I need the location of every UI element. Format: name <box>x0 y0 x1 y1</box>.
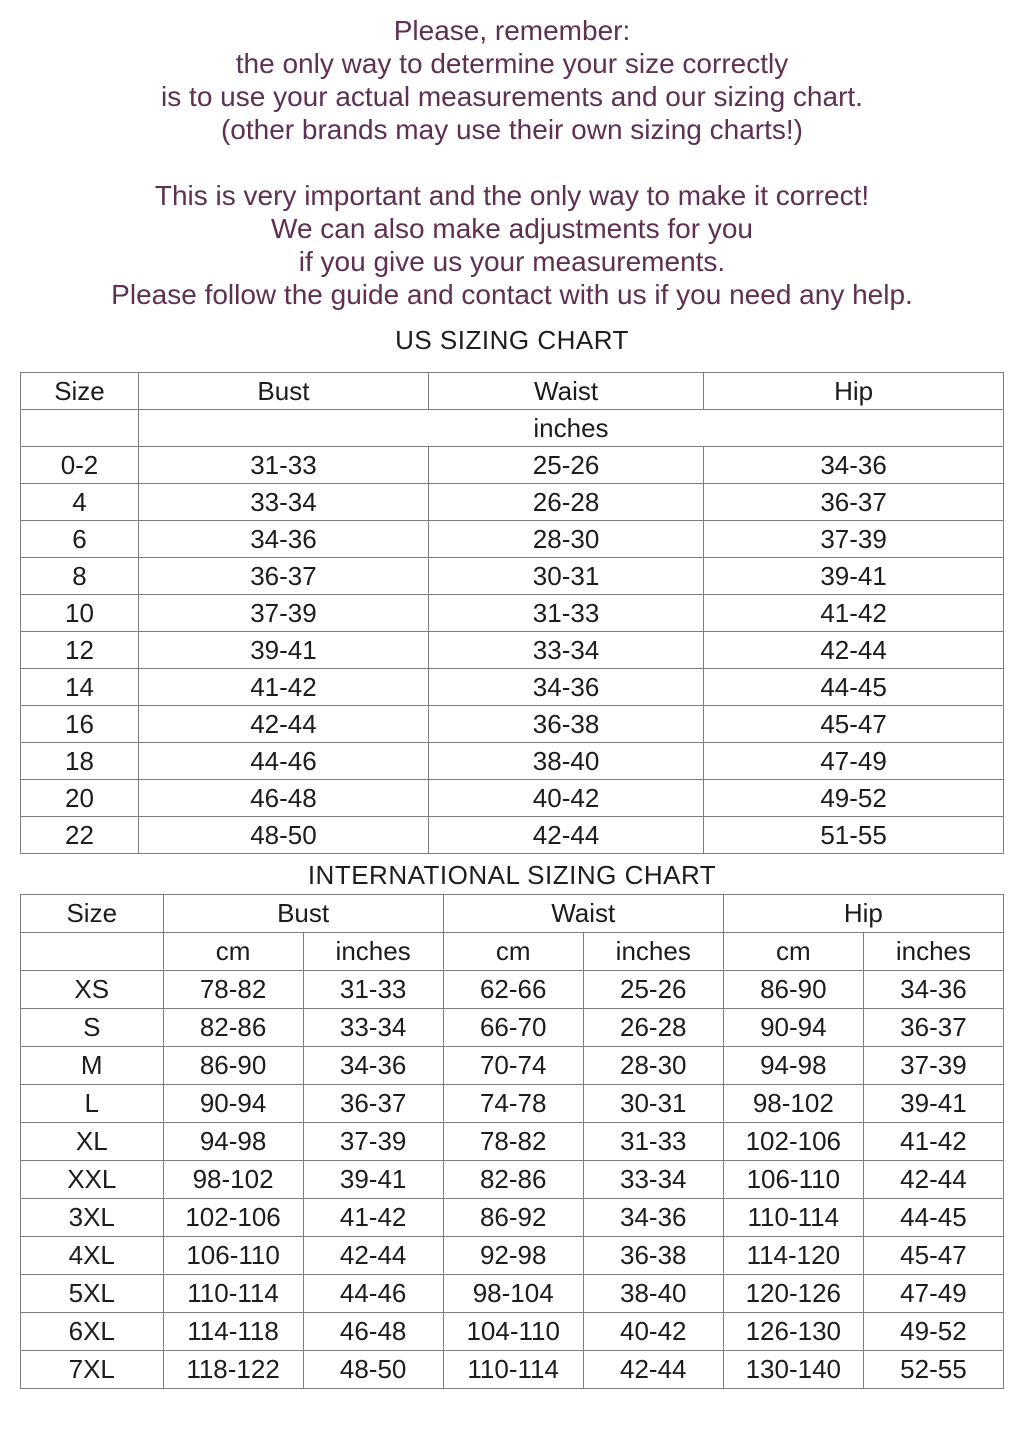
table-cell: 26-28 <box>583 1009 723 1047</box>
table-cell: L <box>21 1085 164 1123</box>
table-cell: 41-42 <box>863 1123 1003 1161</box>
table-row <box>21 1161 1004 1199</box>
table-cell: 41-42 <box>704 595 1004 632</box>
table-row <box>21 632 1004 669</box>
table-cell: 16 <box>21 706 139 743</box>
table-cell: 114-118 <box>163 1313 303 1351</box>
intro-line: This is very important and the only way to make it correct! <box>154 180 870 211</box>
table-cell: 42-44 <box>583 1351 723 1389</box>
table-cell: 104-110 <box>443 1313 583 1351</box>
table-cell: 92-98 <box>443 1237 583 1275</box>
table-cell: 34-36 <box>138 521 428 558</box>
column-header-hip: Hip <box>723 895 1003 933</box>
table-cell: 78-82 <box>443 1123 583 1161</box>
table-cell: 31-33 <box>138 447 428 484</box>
table-cell: 20 <box>21 780 139 817</box>
intl-table-body <box>21 971 1004 1389</box>
table-cell: 31-33 <box>583 1123 723 1161</box>
unit-label-cm: cm <box>163 933 303 971</box>
table-cell: S <box>21 1009 164 1047</box>
table-cell: 45-47 <box>704 706 1004 743</box>
table-cell: 102-106 <box>163 1199 303 1237</box>
table-cell: 4XL <box>21 1237 164 1275</box>
table-cell: 36-37 <box>863 1009 1003 1047</box>
table-cell: 34-36 <box>583 1199 723 1237</box>
table-cell: 94-98 <box>163 1123 303 1161</box>
us-unit-row <box>21 410 1004 447</box>
table-cell: 25-26 <box>583 971 723 1009</box>
table-row <box>21 1009 1004 1047</box>
table-cell: 42-44 <box>428 817 703 854</box>
table-cell: 28-30 <box>583 1047 723 1085</box>
table-cell: 114-120 <box>723 1237 863 1275</box>
table-cell: 130-140 <box>723 1351 863 1389</box>
column-header-size: Size <box>21 895 164 933</box>
table-cell: 14 <box>21 669 139 706</box>
table-row <box>21 1085 1004 1123</box>
table-cell: 46-48 <box>303 1313 443 1351</box>
table-cell: 39-41 <box>303 1161 443 1199</box>
unit-label-inches: inches <box>863 933 1003 971</box>
table-cell: 82-86 <box>443 1161 583 1199</box>
table-cell: 70-74 <box>443 1047 583 1085</box>
table-cell: 102-106 <box>723 1123 863 1161</box>
table-cell: 62-66 <box>443 971 583 1009</box>
table-cell: 36-37 <box>704 484 1004 521</box>
table-cell: 98-102 <box>723 1085 863 1123</box>
table-cell: 26-28 <box>428 484 703 521</box>
table-cell: 86-90 <box>723 971 863 1009</box>
table-cell: 94-98 <box>723 1047 863 1085</box>
table-cell: 51-55 <box>704 817 1004 854</box>
table-cell: 78-82 <box>163 971 303 1009</box>
intro-note <box>0 0 1024 311</box>
table-cell: 86-90 <box>163 1047 303 1085</box>
table-cell: 37-39 <box>138 595 428 632</box>
table-cell: 18 <box>21 743 139 780</box>
intl-header-row <box>21 895 1004 933</box>
paragraph-gap <box>0 146 1024 179</box>
table-cell: 42-44 <box>138 706 428 743</box>
table-cell: 90-94 <box>163 1085 303 1123</box>
intl-chart-title: INTERNATIONAL SIZING CHART <box>307 860 717 890</box>
table-cell: 8 <box>21 558 139 595</box>
table-cell: M <box>21 1047 164 1085</box>
table-cell: 33-34 <box>428 632 703 669</box>
table-cell: 49-52 <box>704 780 1004 817</box>
us-table-body <box>21 447 1004 854</box>
table-cell: 46-48 <box>138 780 428 817</box>
table-cell: 25-26 <box>428 447 703 484</box>
table-row <box>21 1275 1004 1313</box>
table-cell: 38-40 <box>428 743 703 780</box>
table-cell: 36-38 <box>583 1237 723 1275</box>
table-cell: 36-37 <box>138 558 428 595</box>
table-cell: 82-86 <box>163 1009 303 1047</box>
table-cell: 36-37 <box>303 1085 443 1123</box>
table-cell: 44-45 <box>704 669 1004 706</box>
us-header-row <box>21 373 1004 410</box>
table-cell: 34-36 <box>704 447 1004 484</box>
unit-label-inches: inches <box>303 933 443 971</box>
column-header-bust: Bust <box>138 373 428 410</box>
table-cell: 12 <box>21 632 139 669</box>
unit-label-inches: inches <box>583 933 723 971</box>
table-row <box>21 1199 1004 1237</box>
table-cell: 66-70 <box>443 1009 583 1047</box>
table-row <box>21 558 1004 595</box>
table-cell: 44-45 <box>863 1199 1003 1237</box>
table-row <box>21 484 1004 521</box>
table-cell: 48-50 <box>138 817 428 854</box>
intro-line: Please follow the guide and contact with us if you need any help. <box>111 279 913 310</box>
table-cell: 0-2 <box>21 447 139 484</box>
intro-line: is to use your actual measurements and our sizing chart. <box>161 81 863 112</box>
table-cell: 98-102 <box>163 1161 303 1199</box>
table-cell: 6 <box>21 521 139 558</box>
table-row <box>21 669 1004 706</box>
table-cell: 30-31 <box>428 558 703 595</box>
unit-label-cm: cm <box>723 933 863 971</box>
table-cell: 47-49 <box>704 743 1004 780</box>
empty-cell <box>21 410 139 447</box>
table-cell: 44-46 <box>138 743 428 780</box>
table-cell: 118-122 <box>163 1351 303 1389</box>
table-cell: XXL <box>21 1161 164 1199</box>
table-cell: 86-92 <box>443 1199 583 1237</box>
table-cell: 4 <box>21 484 139 521</box>
unit-label-inches: inches <box>138 410 1003 447</box>
table-cell: 42-44 <box>704 632 1004 669</box>
table-cell: 33-34 <box>303 1009 443 1047</box>
table-row <box>21 1351 1004 1389</box>
intro-line: the only way to determine your size correctly <box>235 48 789 79</box>
table-cell: 39-41 <box>863 1085 1003 1123</box>
intl-sizing-table <box>20 894 1004 1389</box>
table-cell: XL <box>21 1123 164 1161</box>
table-cell: 39-41 <box>138 632 428 669</box>
table-cell: 5XL <box>21 1275 164 1313</box>
table-cell: 7XL <box>21 1351 164 1389</box>
empty-cell <box>21 933 164 971</box>
table-cell: 41-42 <box>138 669 428 706</box>
table-cell: 106-110 <box>723 1161 863 1199</box>
table-cell: 48-50 <box>303 1351 443 1389</box>
column-header-waist: Waist <box>428 373 703 410</box>
table-cell: 30-31 <box>583 1085 723 1123</box>
unit-label-cm: cm <box>443 933 583 971</box>
table-cell: 42-44 <box>863 1161 1003 1199</box>
table-cell: 31-33 <box>428 595 703 632</box>
table-cell: 98-104 <box>443 1275 583 1313</box>
column-header-bust: Bust <box>163 895 443 933</box>
table-cell: 10 <box>21 595 139 632</box>
table-cell: 37-39 <box>303 1123 443 1161</box>
table-cell: 106-110 <box>163 1237 303 1275</box>
table-row <box>21 595 1004 632</box>
table-cell: 38-40 <box>583 1275 723 1313</box>
table-cell: 44-46 <box>303 1275 443 1313</box>
table-cell: XS <box>21 971 164 1009</box>
table-cell: 34-36 <box>428 669 703 706</box>
table-cell: 40-42 <box>583 1313 723 1351</box>
table-cell: 52-55 <box>863 1351 1003 1389</box>
table-cell: 45-47 <box>863 1237 1003 1275</box>
table-row <box>21 447 1004 484</box>
table-cell: 126-130 <box>723 1313 863 1351</box>
table-cell: 74-78 <box>443 1085 583 1123</box>
us-sizing-table <box>20 372 1004 854</box>
table-cell: 37-39 <box>863 1047 1003 1085</box>
table-row <box>21 971 1004 1009</box>
table-cell: 120-126 <box>723 1275 863 1313</box>
table-row <box>21 521 1004 558</box>
table-cell: 47-49 <box>863 1275 1003 1313</box>
table-cell: 28-30 <box>428 521 703 558</box>
table-cell: 22 <box>21 817 139 854</box>
table-cell: 37-39 <box>704 521 1004 558</box>
table-cell: 49-52 <box>863 1313 1003 1351</box>
column-header-waist: Waist <box>443 895 723 933</box>
table-row <box>21 780 1004 817</box>
intro-line: if you give us your measurements. <box>298 246 726 277</box>
column-header-size: Size <box>21 373 139 410</box>
table-cell: 36-38 <box>428 706 703 743</box>
us-chart-title: US SIZING CHART <box>395 325 629 355</box>
table-cell: 90-94 <box>723 1009 863 1047</box>
table-cell: 33-34 <box>583 1161 723 1199</box>
table-cell: 110-114 <box>163 1275 303 1313</box>
table-cell: 34-36 <box>863 971 1003 1009</box>
column-header-hip: Hip <box>704 373 1004 410</box>
table-row <box>21 1313 1004 1351</box>
table-cell: 42-44 <box>303 1237 443 1275</box>
intl-unit-row <box>21 933 1004 971</box>
table-cell: 110-114 <box>723 1199 863 1237</box>
table-row <box>21 743 1004 780</box>
table-cell: 3XL <box>21 1199 164 1237</box>
intro-line: (other brands may use their own sizing charts!) <box>220 114 804 145</box>
table-cell: 33-34 <box>138 484 428 521</box>
intro-line: Please, remember: <box>393 15 631 46</box>
table-cell: 34-36 <box>303 1047 443 1085</box>
table-row <box>21 1123 1004 1161</box>
table-cell: 40-42 <box>428 780 703 817</box>
table-cell: 41-42 <box>303 1199 443 1237</box>
intro-line: We can also make adjustments for you <box>271 213 753 244</box>
table-cell: 6XL <box>21 1313 164 1351</box>
table-row <box>21 1047 1004 1085</box>
table-cell: 39-41 <box>704 558 1004 595</box>
table-row <box>21 817 1004 854</box>
table-cell: 110-114 <box>443 1351 583 1389</box>
table-cell: 31-33 <box>303 971 443 1009</box>
table-row <box>21 1237 1004 1275</box>
table-row <box>21 706 1004 743</box>
